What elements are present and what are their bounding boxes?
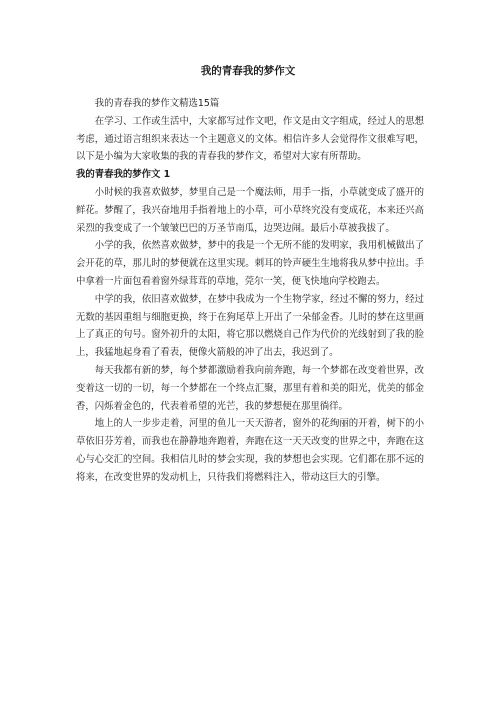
document-body [76, 95, 424, 487]
intro-paragraph: 我的青春我的梦作文精选15篇 [94, 98, 220, 109]
body-paragraph: 每天我都有新的梦，每个梦都激励着我向前奔跑，每一个梦都在改变着世界，改变着这一切的一切，每一个梦都在一个终点汇聚，那里有着和美的阳光，优美的郁金香，闪烁着金色的，代表着希望的光芒，我的梦想便在那里徜徉。 [76, 364, 424, 412]
intro-paragraph: 在学习、工作或生活中，大家都写过作文吧，作文是由文字组成，经过人的思想考虑，通过语言组织来表达一个主题意义的文体。相信许多人会觉得作文很难写吧，以下是小编为大家收集的我的青春我的梦作文，希望对大家有所帮助。 [76, 115, 424, 163]
body-paragraph: 中学的我，依旧喜欢做梦，在梦中我成为一个生物学家，经过不懈的努力，经过无数的基因重组与细胞更换，终于在狗尾草上开出了一朵郁金香。儿时的梦在这里画上了真正的句号。窗外初升的太阳，将它那以燃烧自己作为代价的光线射到了我的脸上，我猛地起身看了看表，便像火箭般的冲了出去，我迟到了。 [76, 293, 424, 359]
body-paragraph: 地上的人一步步走着，河里的鱼儿一天天游者，窗外的花绚丽的开着，树下的小草依旧芬芳着，而我也在静静地奔跑着，奔跑在这一天天改变的世界之中，奔跑在这心与心交汇的空间。我相信儿时的梦会实现，我的梦想也会实现。它们都在那不远的将来，在改变世界的发动机上，只待我们将燃料注入，带动这巨大的引擎。 [76, 418, 424, 483]
body-paragraph: 小时候的我喜欢做梦，梦里自己是一个魔法师，用手一指，小草就变成了盛开的鲜花。梦醒了，我兴奋地用手指着地上的小草，可小草终究没有变成花，本来还兴高采烈的我变成了一个皱皱巴巴的万圣节南瓜，边哭边闹。最后小草被我拔了。 [76, 186, 424, 234]
section-heading: 我的青春我的梦作文 1 [76, 169, 171, 181]
document-title: 我的青春我的梦作文 [200, 65, 296, 77]
body-paragraph: 小学的我，依然喜欢做梦，梦中的我是一个无所不能的发明家，我用机械做出了会开花的草，那儿时的梦便就在这里实现。刺耳的铃声硬生生地将我从梦中拉出。手中拿着一片面包看着窗外绿茸茸的草地，莞尔一笑，便飞快地向学校跑去。 [76, 240, 424, 287]
